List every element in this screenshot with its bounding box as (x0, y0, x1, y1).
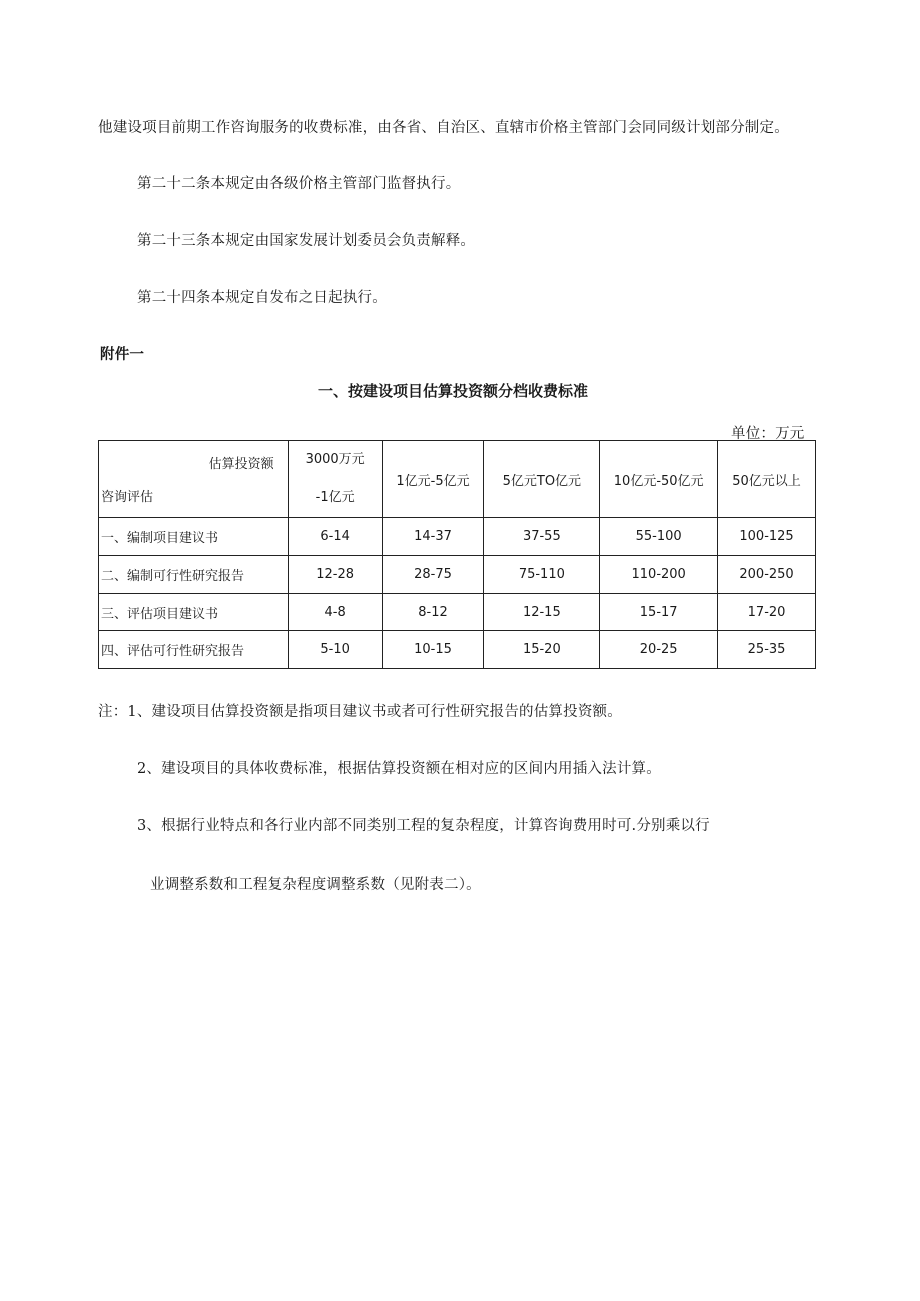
corner-header-bottom: 咨询评估 (101, 490, 154, 505)
column-header: 50亿元以上 (718, 441, 816, 518)
row-label: 四、评估可行性研究报告 (99, 631, 289, 669)
table-header-row (99, 441, 816, 518)
table-cell: 5-10 (288, 631, 382, 669)
table-cell: 28-75 (382, 556, 484, 594)
table-cell: 17-20 (718, 594, 816, 631)
note-3-line2: 业调整系数和工程复杂程度调整系数（见附表二）。 (150, 877, 481, 893)
article-24: 第二十四条本规定自发布之日起执行。 (137, 290, 387, 306)
table-cell: 75-110 (484, 556, 600, 594)
table-row (99, 518, 816, 556)
table-cell: 6-14 (288, 518, 382, 556)
table-cell: 55-100 (600, 518, 718, 556)
paragraph-continuation: 他建设项目前期工作咨询服务的收费标准，由各省、自治区、直辖市价格主管部门会同同级计划部分制定。 (98, 120, 789, 136)
note-1: 注：1、建设项目估算投资额是指项目建议书或者可行性研究报告的估算投资额。 (98, 704, 622, 720)
article-22: 第二十二条本规定由各级价格主管部门监督执行。 (137, 176, 461, 192)
corner-header-cell (99, 441, 289, 518)
column-header-line1: 3000万元 (305, 452, 365, 467)
table-cell: 100-125 (718, 518, 816, 556)
table-cell: 8-12 (382, 594, 484, 631)
column-header: 1亿元-5亿元 (382, 441, 484, 518)
column-header: 5亿元TO亿元 (484, 441, 600, 518)
table-cell: 10-15 (382, 631, 484, 669)
unit-label: 单位：万元 (731, 426, 805, 442)
table-cell: 14-37 (382, 518, 484, 556)
fee-table (98, 440, 816, 669)
note-3-line1: 3、根据行业特点和各行业内部不同类别工程的复杂程度，计算咨询费用时可.分别乘以行 (137, 818, 710, 834)
corner-header-top: 估算投资额 (208, 457, 274, 472)
column-header (288, 441, 382, 518)
table-cell: 15-17 (600, 594, 718, 631)
table-row (99, 556, 816, 594)
row-label: 一、编制项目建议书 (99, 518, 289, 556)
attachment-label: 附件一 (100, 347, 145, 363)
note-2: 2、建设项目的具体收费标准，根据估算投资额在相对应的区间内用插入法计算。 (137, 761, 661, 777)
article-23: 第二十三条本规定由国家发展计划委员会负责解释。 (137, 233, 476, 249)
table-row (99, 594, 816, 631)
table-cell: 25-35 (718, 631, 816, 669)
table-cell: 37-55 (484, 518, 600, 556)
table-cell: 12-28 (288, 556, 382, 594)
row-label: 二、编制可行性研究报告 (99, 556, 289, 594)
table-cell: 200-250 (718, 556, 816, 594)
table-row (99, 631, 816, 669)
table-cell: 110-200 (600, 556, 718, 594)
column-header-line2: -1亿元 (315, 490, 355, 505)
table-title: 一、按建设项目估算投资额分档收费标准 (318, 382, 589, 400)
table-cell: 15-20 (484, 631, 600, 669)
table-cell: 20-25 (600, 631, 718, 669)
row-label: 三、评估项目建议书 (99, 594, 289, 631)
table-cell: 4-8 (288, 594, 382, 631)
table-cell: 12-15 (484, 594, 600, 631)
column-header: 10亿元-50亿元 (600, 441, 718, 518)
